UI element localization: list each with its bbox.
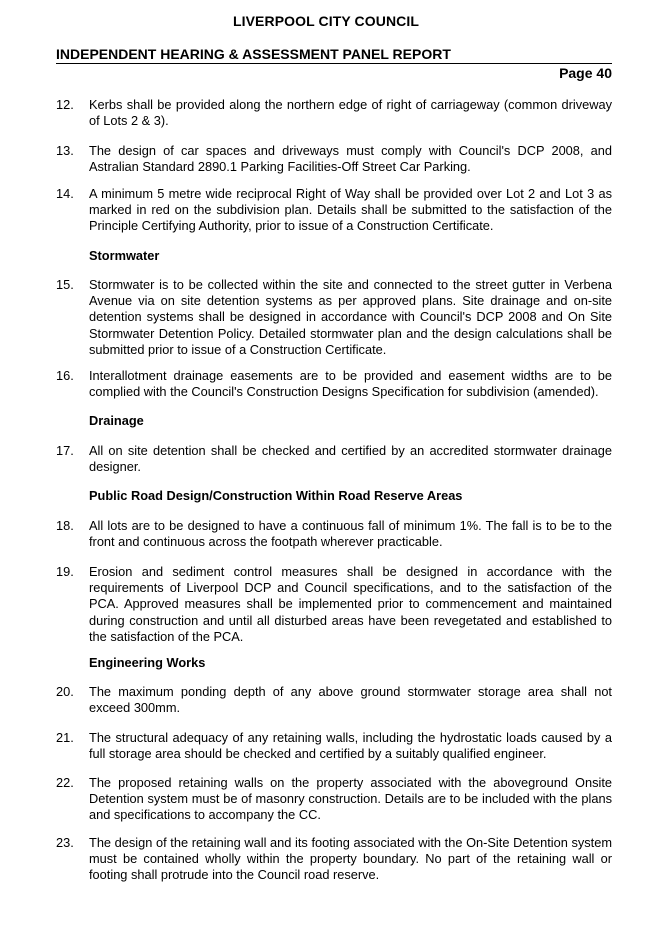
item-number: 17. <box>56 443 74 458</box>
item-number: 14. <box>56 186 74 201</box>
section-heading-stormwater: Stormwater <box>89 248 160 263</box>
list-item <box>56 518 612 550</box>
item-text: The structural adequacy of any retaining walls, including the hydrostatic loads caused by a full storage area should be checked and certified by a suitably qualified engineer. <box>89 730 612 762</box>
item-text: All on site detention shall be checked and certified by an accredited stormwater drainage designer. <box>89 443 612 475</box>
list-item <box>56 775 612 824</box>
report-title: INDEPENDENT HEARING & ASSESSMENT PANEL REPORT <box>56 46 451 62</box>
list-item <box>56 97 612 129</box>
item-number: 20. <box>56 684 74 699</box>
section-heading-engineering-works: Engineering Works <box>89 655 206 670</box>
item-number: 22. <box>56 775 74 790</box>
list-item <box>56 143 612 175</box>
list-item <box>56 443 612 475</box>
item-text: All lots are to be designed to have a continuous fall of minimum 1%. The fall is to be to the front and continuous across the footpath wherever practicable. <box>89 518 612 550</box>
item-text: Stormwater is to be collected within the site and connected to the street gutter in Verbena Avenue via on site detention systems as per approved plans. Site drainage and on-site detention systems shall be designed in accordance with Council's DCP 2008 and On Site Stormwater Detention Policy. Detailed stormwater plan and the design calculations shall be submitted prior to issue of a Construction Certificate. <box>89 277 612 357</box>
item-text: A minimum 5 metre wide reciprocal Right of Way shall be provided over Lot 2 and Lot 3 as marked in red on the subdivision plan. Details shall be submitted to the satisfaction of the Principle Certifying Authority, prior to issue of a Construction Certificate. <box>89 186 612 234</box>
item-number: 15. <box>56 277 74 292</box>
item-text: Erosion and sediment control measures shall be designed in accordance with the requirements of Liverpool DCP and Council specifications, and to the satisfaction of the PCA. Approved measures shall be implemented prior to commencement and maintained during construction and until all disturbed areas have been revegetated and established to the satisfaction of the PCA. <box>89 564 612 644</box>
item-number: 13. <box>56 143 74 158</box>
item-number: 23. <box>56 835 74 850</box>
item-text: Interallotment drainage easements are to be provided and easement widths are to be complied with the Council's Construction Designs Specification for subdivision (amended). <box>89 368 612 400</box>
item-number: 18. <box>56 518 74 533</box>
list-item <box>56 368 612 400</box>
list-item <box>56 186 612 235</box>
item-number: 12. <box>56 97 74 112</box>
item-text: The design of the retaining wall and its footing associated with the On-Site Detention system must be contained wholly within the property boundary. No part of the retaining wall or footing shall protrude into the Council road reserve. <box>89 835 612 883</box>
header-rule <box>56 63 612 64</box>
list-item <box>56 684 612 716</box>
list-item <box>56 277 612 358</box>
page-number: Page 40 <box>559 65 612 81</box>
item-text: The proposed retaining walls on the property associated with the aboveground Onsite Detention system must be of masonry construction. Details are to be included with the plans and specifications to accompany the CC. <box>89 775 612 823</box>
list-item <box>56 730 612 762</box>
section-heading-drainage: Drainage <box>89 413 144 428</box>
council-name: LIVERPOOL CITY COUNCIL <box>232 13 420 29</box>
item-number: 19. <box>56 564 74 579</box>
list-item <box>56 564 612 645</box>
item-text: The design of car spaces and driveways must comply with Council's DCP 2008, and Astralian Standard 2890.1 Parking Facilities-Off Street Car Parking. <box>89 143 612 175</box>
item-text: Kerbs shall be provided along the northern edge of right of carriageway (common driveway of Lots 2 & 3). <box>89 97 612 129</box>
section-heading-road-design: Public Road Design/Construction Within Road Reserve Areas <box>89 488 463 503</box>
item-text: The maximum ponding depth of any above ground stormwater storage area shall not exceed 300mm. <box>89 684 612 716</box>
item-number: 16. <box>56 368 74 383</box>
item-number: 21. <box>56 730 74 745</box>
list-item <box>56 835 612 884</box>
